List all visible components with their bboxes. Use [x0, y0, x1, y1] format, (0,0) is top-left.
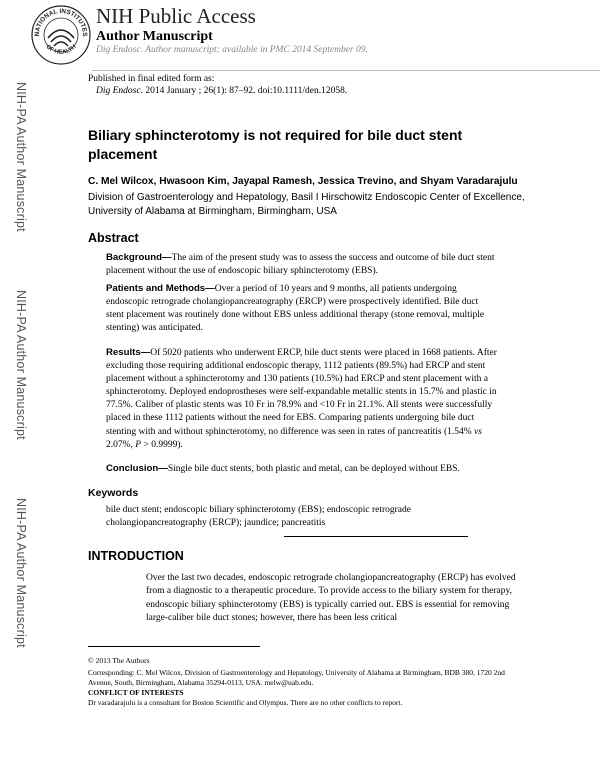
nih-logo-icon	[30, 4, 92, 66]
abstract-background	[106, 251, 498, 278]
footnote-divider	[88, 646, 260, 647]
citation-journal: Dig Endosc	[96, 86, 141, 96]
introduction-heading: INTRODUCTION	[88, 549, 184, 563]
nih-public-access-title: NIH Public Access	[96, 4, 256, 28]
sidebar-label-2: NIH-PA Author Manuscript	[14, 290, 28, 440]
keywords-heading: Keywords	[88, 487, 139, 499]
conclusion-label: Conclusion—	[106, 463, 168, 474]
abstract-conclusion	[106, 462, 498, 476]
author-manuscript-label: Author Manuscript	[96, 29, 213, 44]
conflict-heading: CONFLICT OF INTERESTS	[88, 688, 184, 697]
citation	[96, 86, 347, 96]
availability-note	[96, 45, 368, 55]
footnote-copyright: © 2013 The Authors	[88, 656, 150, 665]
citation-details: . 2014 January ; 26(1): 87–92. doi:10.1111/den.12058.	[140, 86, 348, 96]
conclusion-text: Single bile duct stents, both plastic and metal, can be deployed without EBS.	[167, 464, 460, 474]
background-text: The aim of the present study was to assess the success and outcome of bile duct stent placement without the use of endoscopic biliary sphincterotomy (EBS).	[106, 253, 495, 277]
conflict-text: Dr varadarajulu is a consultant for Boston Scientific and Olympus. There are no other conflicts to report.	[88, 698, 403, 707]
introduction-text: Over the last two decades, endoscopic retrograde cholangiopancreatography (ERCP) has evolved from a diagnostic to a therapeutic procedure. To provide access to the biliary system for therapy, endoscopic biliary sphincterotomy (EBS) is typically carried out. EBS is essential for removing large-caliber bile duct stones; however, there has been less critical	[146, 573, 516, 623]
results-text-3: > 0.9999).	[141, 439, 183, 450]
keywords-divider	[284, 536, 468, 537]
methods-label: Patients and Methods—	[106, 283, 215, 294]
methods-text: Over a period of 10 years and 9 months, all patients undergoing endoscopic retrograde cholangiopancreatography (ERCP) were prospectively identified. Bile duct stent placement was routinely done without EBS unless additional therapy (stone removal, multiple stenting) was anticipated.	[106, 284, 485, 334]
sidebar-label-1: NIH-PA Author Manuscript	[14, 82, 28, 232]
abstract-heading: Abstract	[88, 231, 139, 245]
footnote-corresponding: Corresponding: C. Mel Wilcox, Division of Gastroenterology and Hepatology, University of Alabama at Birmingham, BDB 380, 1720 2nd Avenue, South, Birmingham, Alabama 35294-0113, USA. melw@uab.edu.	[88, 668, 505, 687]
svg-text:OF HEALTH: OF HEALTH	[44, 44, 78, 56]
availability-text: . Author manuscript; available in PMC 2014 September 09.	[140, 45, 368, 55]
article-affiliation: Division of Gastroenterology and Hepatology, Basil I Hirschowitz Endoscopic Center of Excellence, University of Alabama at Birmingham, Birmingham, USA	[88, 192, 525, 217]
sidebar-label-3: NIH-PA Author Manuscript	[14, 498, 28, 648]
article-title: Biliary sphincterotomy is not required for bile duct stent placement	[88, 127, 463, 162]
article-authors: C. Mel Wilcox, Hwasoon Kim, Jayapal Ramesh, Jessica Trevino, and Shyam Varadarajulu	[88, 176, 518, 187]
results-text-2: 2.07%,	[106, 439, 136, 450]
abstract-results	[106, 346, 498, 452]
results-text-1: Of 5020 patients who underwent ERCP, bile duct stents were placed in 1668 patients. After excluding those requiring additional endoscopic therapy, 1112 patients (89.5%) had ERCP and stent placement without a sphincterotomy and 130 patients (10.5%) had ERCP and stent placement with a sphincterotomy. Deployed endoprostheses were self-expandable metallic stents in 15.7% and plastic in 77.5%. Caliber of plastic stents was 10 Fr in 78.9% and <10 Fr in 21.1%. All stents were successfully placed in these 1112 patients without the need for EBS. Comparing patients undergoing bile duct stenting with and without sphincterotomy, no difference was seen in rates of pancreatitis (1.54%	[106, 348, 497, 437]
results-label: Results—	[106, 347, 151, 358]
background-label: Background—	[106, 252, 172, 263]
header-divider	[92, 70, 600, 71]
keywords-list: bile duct stent; endoscopic biliary sphincterotomy (EBS); endoscopic retrograde cholangiopancreatography (ERCP); jaundice; pancreatitis	[106, 505, 411, 528]
published-label: Published in final edited form as:	[88, 74, 215, 84]
abstract-methods	[106, 282, 498, 335]
svg-text:NATIONAL INSTITUTES: NATIONAL INSTITUTES	[33, 7, 89, 37]
availability-journal: Dig Endosc	[96, 45, 141, 55]
results-vs: vs	[474, 426, 482, 437]
results-p: P	[135, 439, 142, 450]
